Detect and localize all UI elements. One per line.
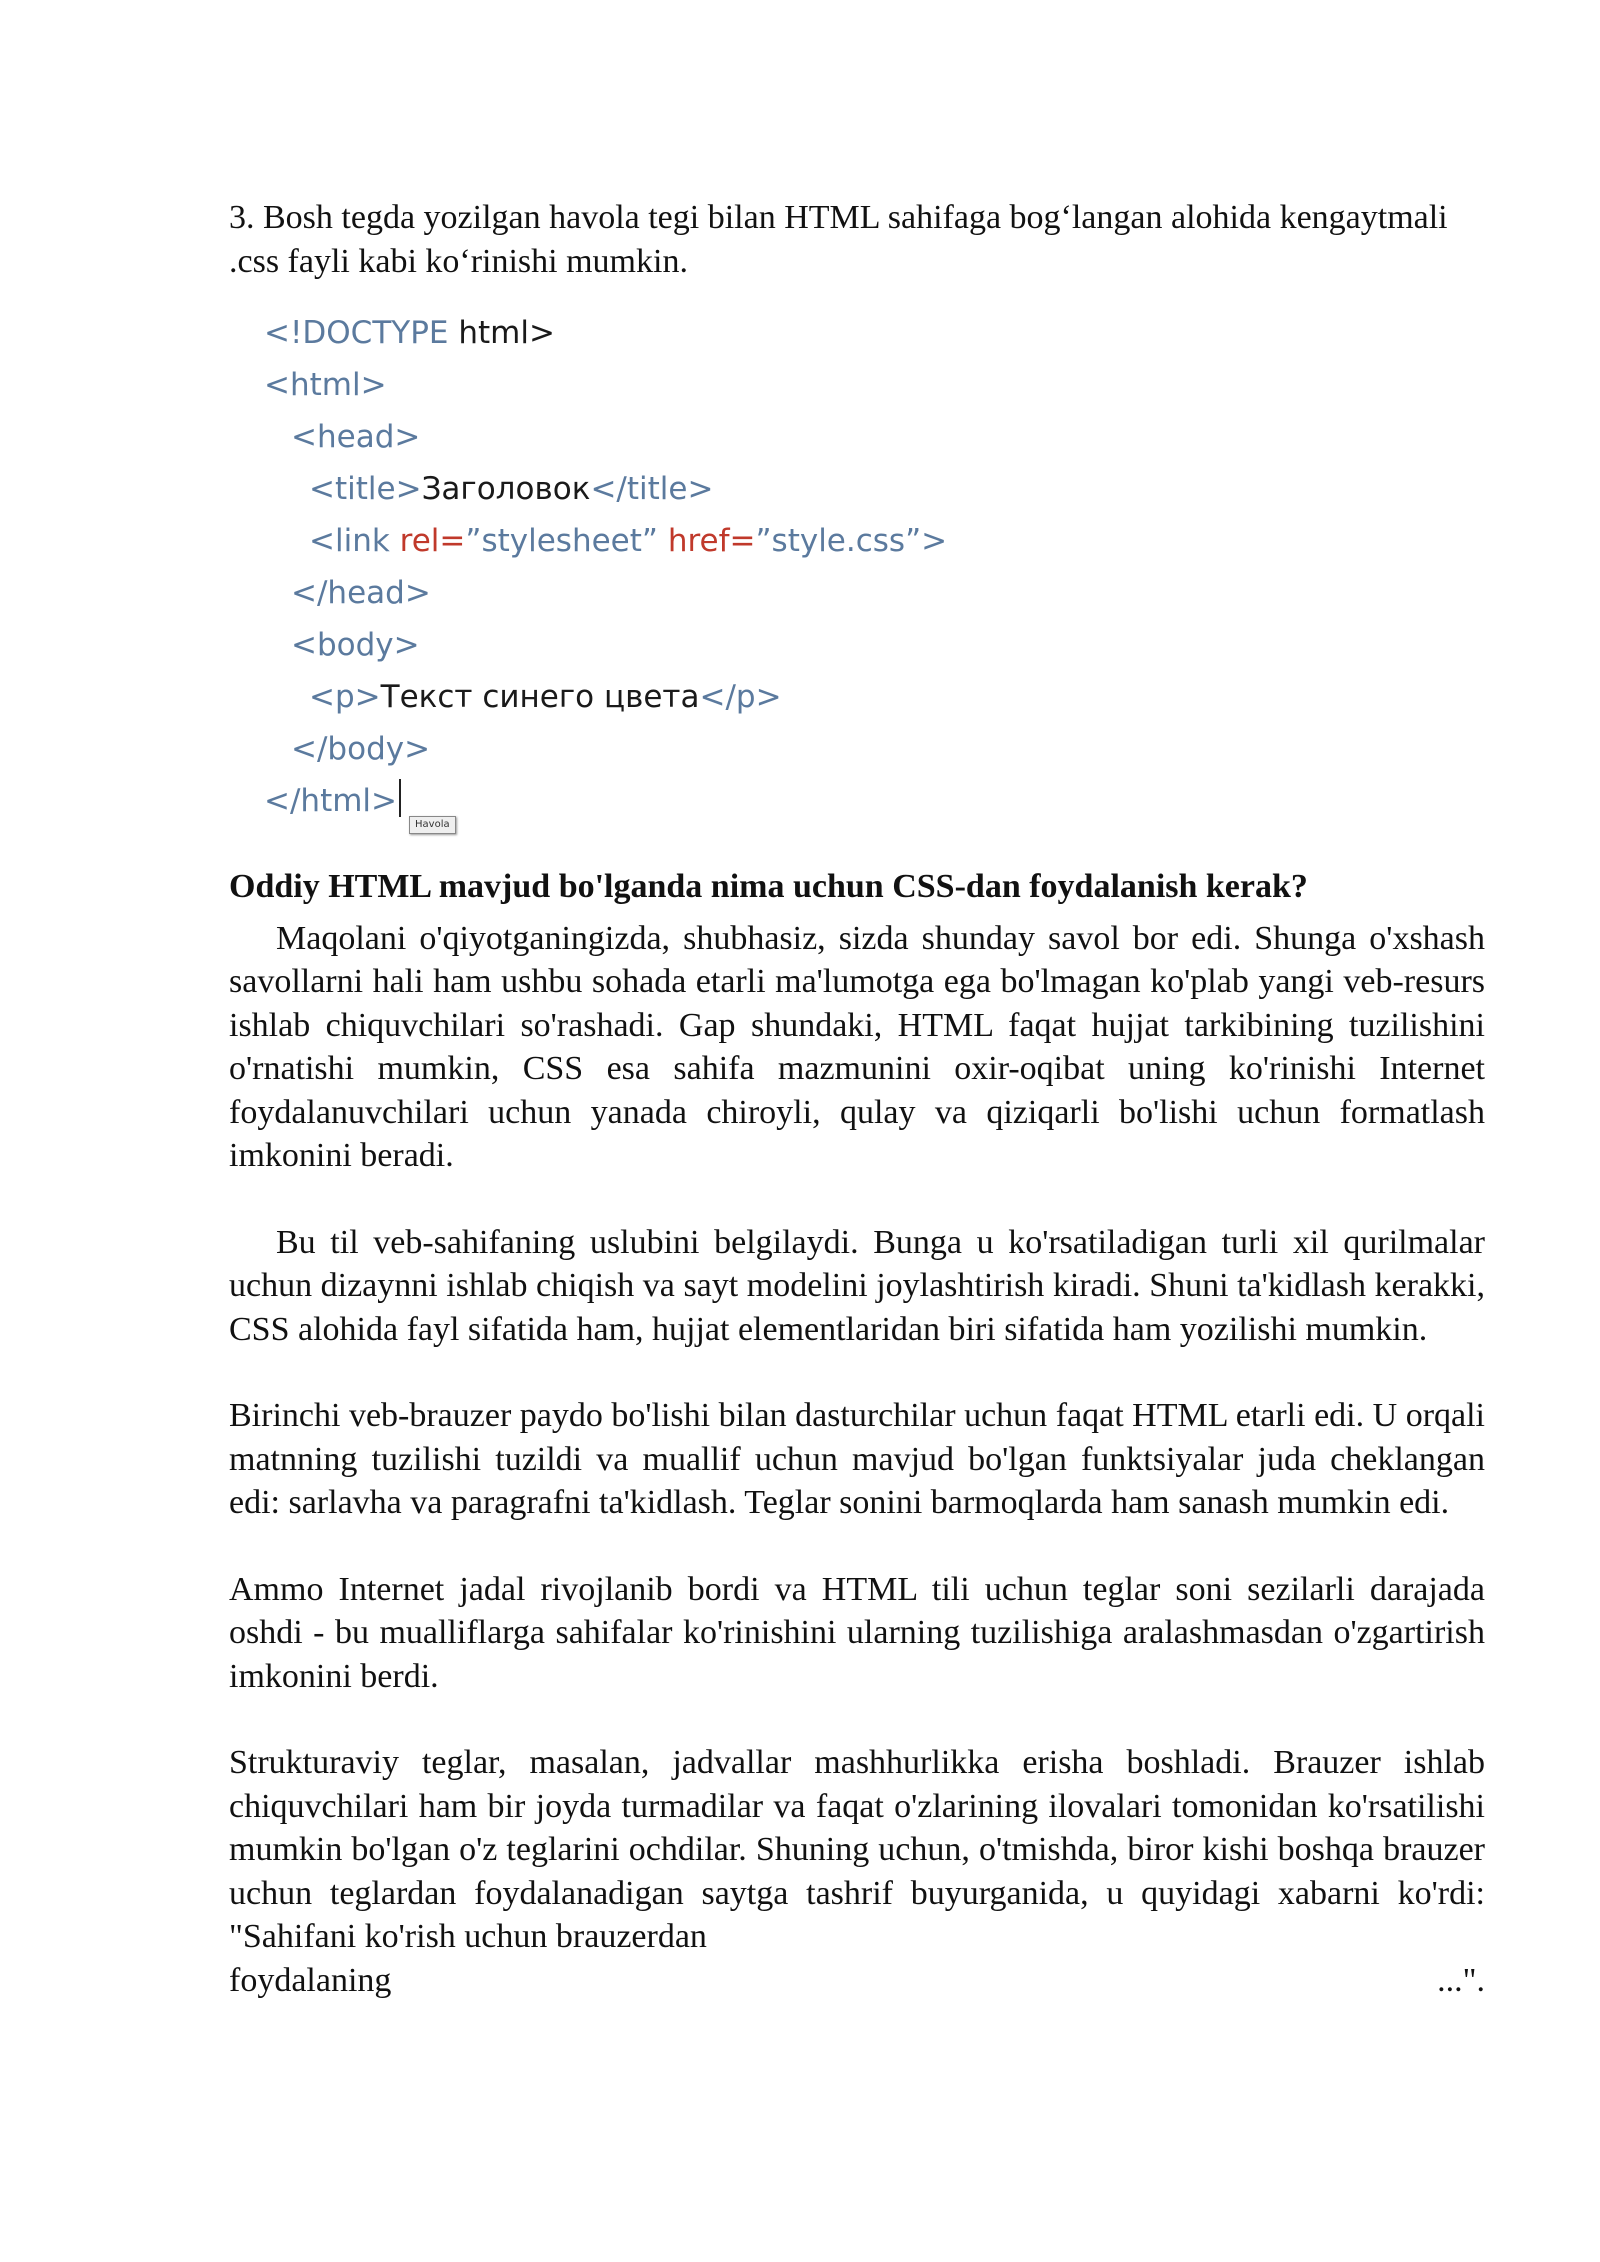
- last-line-left: foydalaning: [229, 1961, 392, 1999]
- intro-paragraph: 3. Bosh tegda yozilgan havola tegi bilan HTML sahifaga bog‘langan alohida kengaytmali .css fayli kabi ko‘rinishi mumkin.: [229, 199, 1448, 280]
- code-line-body-close: </body>: [291, 731, 431, 767]
- code-line-html-open: <html>: [264, 367, 387, 403]
- code-line-doctype: <!DOCTYPE html>: [264, 315, 555, 351]
- paragraph-2: Bu til veb-sahifaning uslubini belgilaydi. Bunga u ko'rsatiladigan turli xil qurilmalar uchun dizaynni ishlab chiqish va sayt modelini joylashtirish kiradi. Shuni ta'kidlash kerakki, CSS alohida fayl sifatida ham, hujjat elementlaridan biri sifatida ham yozilishi mumkin.: [229, 1223, 1485, 1348]
- code-line-title: <title>Заголовок</title>: [309, 471, 714, 507]
- text-caret: [399, 779, 401, 817]
- paragraph-5: Strukturaviy teglar, masalan, jadvallar mashhurlikka erisha boshladi. Brauzer ishlab chiquvchilari ham bir joyda turmadilar va faqat o'zlarining ilovalari tomonidan ko'rsatilishi mumkin bo'lgan o'z teglarini ochdilar. Shuning uchun, o'tmishda, biror kishi boshqa brauzer uchun teglardan foydalanadigan saytga tashrif buyurganida, u quyidagi xabarni ko'rdi: "Sahifani ko'rish uchun brauzerdan: [229, 1744, 1485, 1955]
- code-line-body-open: <body>: [291, 627, 420, 663]
- paragraph-1: Maqolani o'qiyotganingizda, shubhasiz, sizda shunday savol bor edi. Shunga o'xshash savollarni hali ham ushbu sohada etarli ma'lumotga ega bo'lmagan ko'plab yangi veb-resurs ishlab chiquvchilari so'rashadi. Gap shundaki, HTML faqat hujjat tarkibining tuzilishini o'rnatishi mumkin, CSS esa sahifa mazmunini oxir-oqibat uning ko'rinishi Internet foydalanuvchilari uchun yanada chiroyli, qulay va qiziqarli bo'lishi uchun formatlash imkonini beradi.: [229, 919, 1485, 1174]
- document-page: [229, 196, 1485, 2002]
- code-example-image: [264, 307, 1485, 830]
- paragraph-4: Ammo Internet jadal rivojlanib bordi va HTML tili uchun teglar soni sezilarli darajada oshdi - bu mualliflarga sahifalar ko'rinishini ularning tuzilishiga aralashmasdan o'zgartirish imkonini berdi.: [229, 1570, 1485, 1695]
- section-heading: Oddiy HTML mavjud bo'lganda nima uchun CSS-dan foydalanish kerak?: [229, 868, 1308, 905]
- code-line-head-open: <head>: [291, 419, 421, 455]
- paragraph-5-last-line: [229, 1959, 1485, 2003]
- code-line-head-close: </head>: [291, 575, 431, 611]
- paragraph-3: Birinchi veb-brauzer paydo bo'lishi bilan dasturchilar uchun faqat HTML etarli edi. U orqali matnning tuzilishi tuzildi va muallif uchun mavjud bo'lgan funktsiyalar juda cheklangan edi: sarlavha va paragrafni ta'kidlash. Teglar sonini barmoqlarda ham sanash mumkin edi.: [229, 1397, 1485, 1521]
- code-line-paragraph: <p>Текст синего цвета</p>: [309, 679, 782, 715]
- last-line-right: ...".: [1437, 1961, 1485, 1999]
- code-line-link: <link rel=”stylesheet” href=”style.css”>: [309, 523, 948, 559]
- link-tooltip: Havola: [409, 816, 456, 834]
- code-line-html-close: </html>Havola: [264, 775, 1485, 827]
